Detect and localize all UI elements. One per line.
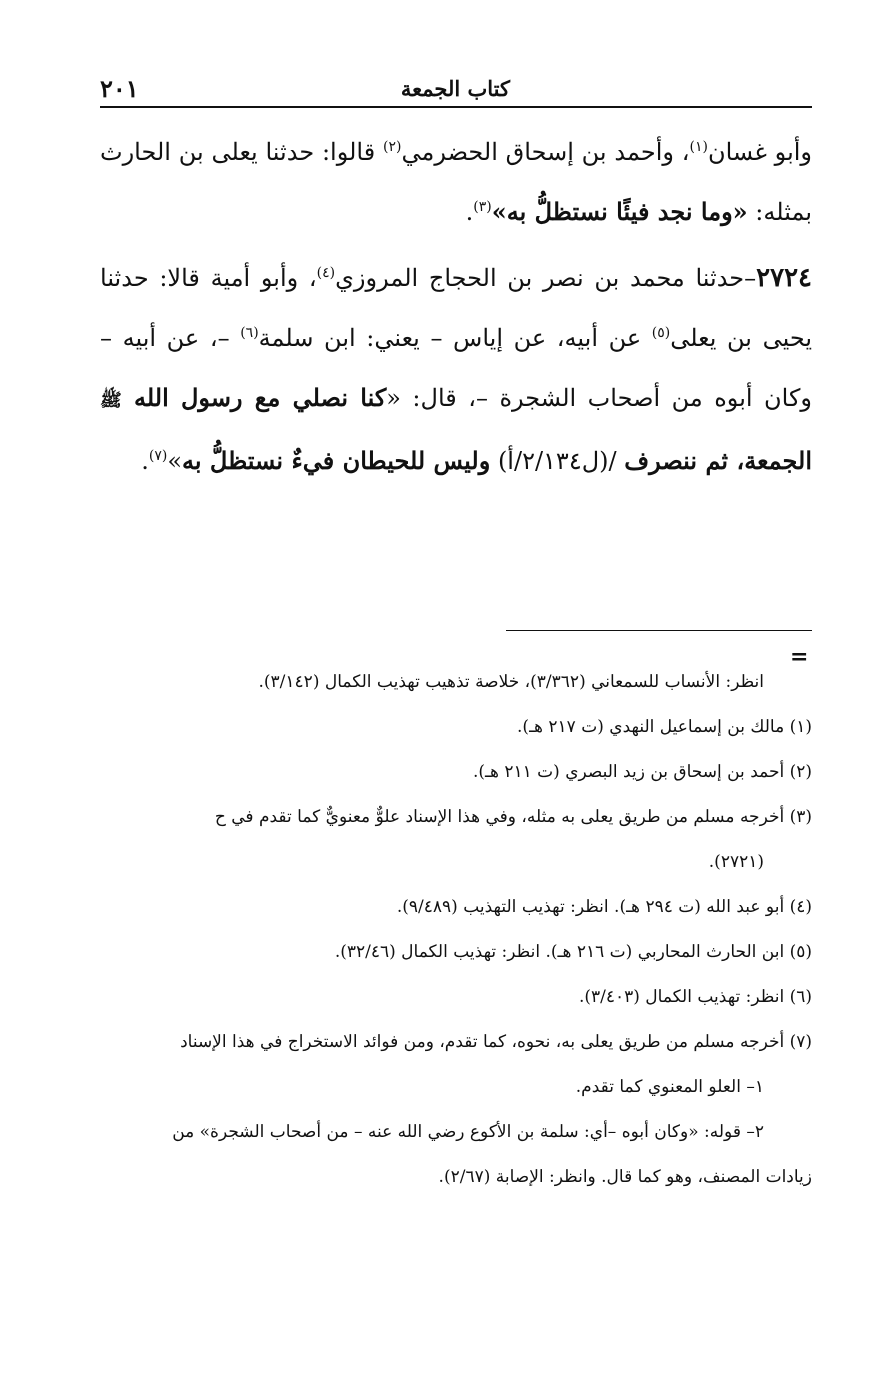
text-run: قالوا: حدثنا يعلى بن الحارث بمثله:	[100, 138, 812, 226]
main-text	[100, 122, 812, 491]
footnote-text: (٢٧٢١).	[708, 852, 764, 872]
text-run: –حدثنا محمد بن نصر بن الحجاج المروزي	[335, 264, 757, 292]
salutation-glyph: ﷺ	[100, 390, 122, 411]
footnote-4: (٤) أبو عبد الله (ت ٢٩٤ هـ). انظر: تهذيب التهذيب (٩/٤٨٩).	[396, 897, 812, 917]
hadith-quote: وليس للحيطان فيءٌ نستظلُّ به	[182, 446, 491, 475]
footnote-text: (٣) أخرجه مسلم من طريق يعلى به مثله، وفي هذا الإسناد علوٌّ معنويٌّ كما تقدم في ح	[214, 807, 812, 827]
text-run: »	[167, 447, 183, 475]
hadith-quote: «وما نجد فيئًا نستظلُّ به»	[491, 197, 748, 226]
paragraph-1	[100, 122, 812, 242]
running-header	[100, 72, 812, 106]
text-run: عن أبيه، عن إياس – يعني: ابن سلمة	[258, 324, 652, 352]
text-run: .	[465, 198, 474, 226]
footnote-ref[interactable]: (٢)	[383, 139, 402, 155]
footnote-6: (٦) انظر: تهذيب الكمال (٣/٤٠٣).	[578, 987, 812, 1007]
manuscript-ref: /(ل٢/١٣٤/أ)	[490, 447, 625, 475]
footnote-1: (١) مالك بن إسماعيل النهدي (ت ٢١٧ هـ).	[517, 717, 812, 737]
continued-mark: =	[790, 644, 809, 670]
footnote-2: (٢) أحمد بن إسحاق بن زيد البصري (ت ٢١١ هـ).	[472, 762, 812, 782]
footnote-7-item-2-cont: زيادات المصنف، وهو كما قال. وانظر: الإصابة (٢/٦٧).	[438, 1167, 812, 1187]
footnotes	[100, 660, 812, 1200]
text-run: ، وأبو أمية قالا: حدثنا يحيى بن يعلى	[100, 264, 812, 352]
text-run: .	[141, 447, 149, 475]
footnote-ref[interactable]: (٦)	[240, 325, 259, 341]
footnote-ref[interactable]: (٤)	[316, 265, 336, 281]
footnote-separator	[506, 630, 812, 631]
footnote-ref[interactable]: (١)	[689, 139, 708, 155]
footnote-3	[100, 795, 812, 885]
footnote-7-item-1: ١– العلو المعنوي كما تقدم.	[575, 1077, 764, 1097]
footnote-ref[interactable]: (٣)	[473, 199, 492, 215]
chapter-title: كتاب الجمعة	[400, 76, 510, 101]
hadith-quote: الجمعة، ثم ننصرف	[624, 446, 812, 475]
text-run: –، عن أبيه – وكان أبوه من أصحاب الشجرة –، قال: «	[100, 324, 813, 412]
footnote-ref[interactable]: (٥)	[651, 325, 671, 341]
footnote-7: (٧) أخرجه مسلم من طريق يعلى به، نحوه، كما تقدم، ومن فوائد الاستخراج في هذا الإسناد	[180, 1032, 812, 1052]
footnote-text: ٢– قوله: «وكان أبوه –أي: سلمة بن الأكوع رضي الله عنه – من أصحاب الشجرة» من	[172, 1122, 764, 1142]
text-run: ، وأحمد بن إسحاق الحضرمي	[401, 138, 690, 166]
text-run: وأبو غسان	[707, 138, 813, 166]
footnote-ref[interactable]: (٧)	[148, 448, 168, 464]
footnote-7-item-2	[100, 1110, 812, 1155]
paragraph-2	[100, 248, 812, 491]
hadith-number: ٢٧٢٤	[756, 263, 812, 293]
footnote-5: (٥) ابن الحارث المحاربي (ت ٢١٦ هـ). انظر: تهذيب الكمال (٣٢/٤٦).	[334, 942, 812, 962]
header-rule	[100, 106, 812, 108]
hadith-quote: كنا نصلي مع رسول الله	[121, 383, 387, 412]
page-number: ٢٠١	[100, 74, 139, 103]
footnote-continued: انظر: الأنساب للسمعاني (٣/٣٦٢)، خلاصة تذهيب تهذيب الكمال (٣/١٤٢).	[258, 672, 764, 692]
